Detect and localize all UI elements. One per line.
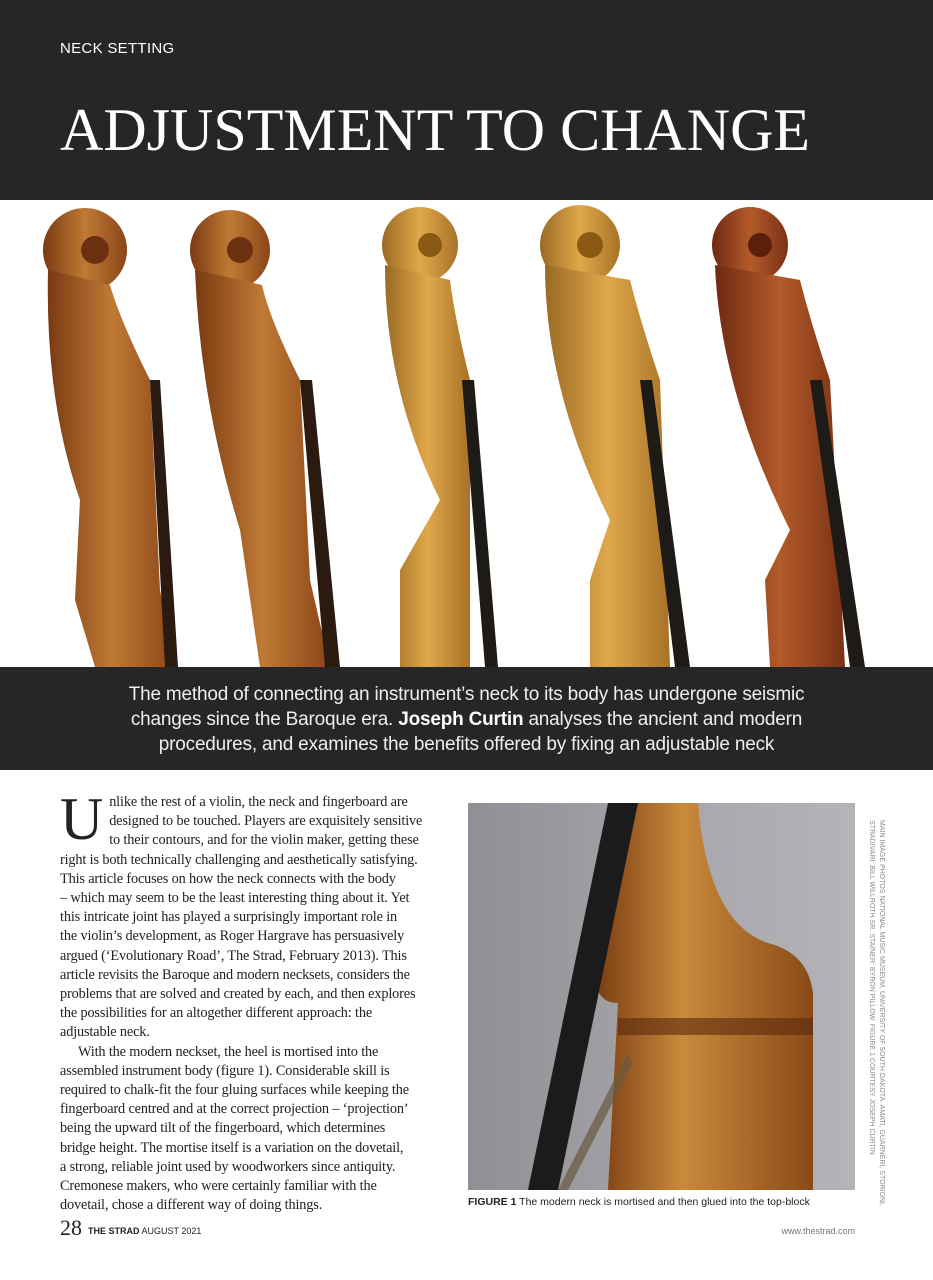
text-line: problems that are solved and created by each, and then explores [60,986,416,1003]
paragraph-2 [60,1043,450,1216]
text-line: fingerboard centred and at the correct projection – ‘projection’ [60,1101,409,1118]
article-body [60,786,450,1215]
photo-credit: MAIN IMAGE PHOTOS NATIONAL MUSIC MUSEUM, UNIVERSITY OF SOUTH DAKOTA. AMATI, GUARNERI, STORIONI, STRADIVARI: BILL WILLROTH SR. STAINER: BYRON PILLOW. FIGURE 1 COURTESY JOSEPH CURTIN [868,820,885,1206]
footer-url[interactable]: www.thestrad.com [781,1226,855,1236]
text-line: the possibilities for an altogether different approach: the [60,1005,373,1022]
figure-1-photo [468,803,855,1190]
issue-date: AUGUST 2021 [139,1226,202,1236]
section-label: NECK SETTING [60,40,175,57]
drop-cap: U [60,786,104,852]
page-title: ADJUSTMENT TO CHANGE [60,97,811,163]
text-line: This article focuses on how the neck connects with the body [60,870,396,887]
standfirst-line: The method of connecting an instrument’s neck to its body has undergone seismic [128,684,805,705]
standfirst-line: procedures, and examines the benefits offered by fixing an adjustable neck [158,734,775,755]
text-line: Cremonese makers, who were certainly familiar with the [60,1178,377,1195]
standfirst [0,667,933,770]
text-line: being the upward tilt of the fingerboard, which determines [60,1120,386,1137]
page-number: 28 [60,1215,82,1240]
violin-1 [43,208,178,667]
text-line: With the modern neckset, the heel is mortised into the [78,1043,379,1060]
footer-magazine [88,1226,201,1236]
text-line: this intricate joint has played a surprisingly important role in [60,909,398,926]
violin-4 [540,205,690,667]
text-line: assembled instrument body (figure 1). Considerable skill is [60,1062,390,1079]
text-line: bridge height. The mortise itself is a variation on the dovetail, [60,1139,404,1156]
figure-label: FIGURE 1 [468,1196,517,1208]
text-line: argued (‘Evolutionary Road’, The Strad, February 2013). This [60,947,407,964]
text-line: a strong, reliable joint used by woodworkers since antiquity. [60,1158,396,1175]
paragraph-1 [60,786,450,1043]
standfirst-text: changes since the Baroque era. [130,709,399,730]
text-line: required to chalk-fit the four gluing surfaces while keeping the [60,1082,409,1099]
text-line: adjustable neck. [60,1024,150,1041]
text-line: right is both technically challenging and aesthetically satisfying. [60,851,418,868]
violin-3 [382,207,498,667]
text-line: nlike the rest of a violin, the neck and fingerboard are [109,794,408,810]
figure-caption-text: The modern neck is mortised and then glued into the top-block [516,1196,810,1208]
text-line: – which may seem to be the least interesting thing about it. Yet [60,890,410,907]
text-line: designed to be touched. Players are exquisitely sensitive [109,813,423,830]
violin-5 [712,207,865,667]
figure-caption [468,1196,855,1208]
standfirst-line [0,707,933,732]
header-band [0,0,933,200]
violin-2 [190,210,340,667]
text-line: to their contours, and for the violin maker, getting these [109,832,419,849]
standfirst-text: analyses the ancient and modern [523,709,803,730]
text-line: dovetail, chose a different way of doing things. [60,1197,323,1214]
violin-scrolls-photo [0,200,933,667]
author-name: Joseph Curtin [398,709,524,730]
text-line: article revisits the Baroque and modern necksets, considers the [60,966,410,983]
magazine-name: THE STRAD [88,1226,140,1236]
text-line: the violin’s development, as Roger Hargrave has persuasively [60,928,405,945]
